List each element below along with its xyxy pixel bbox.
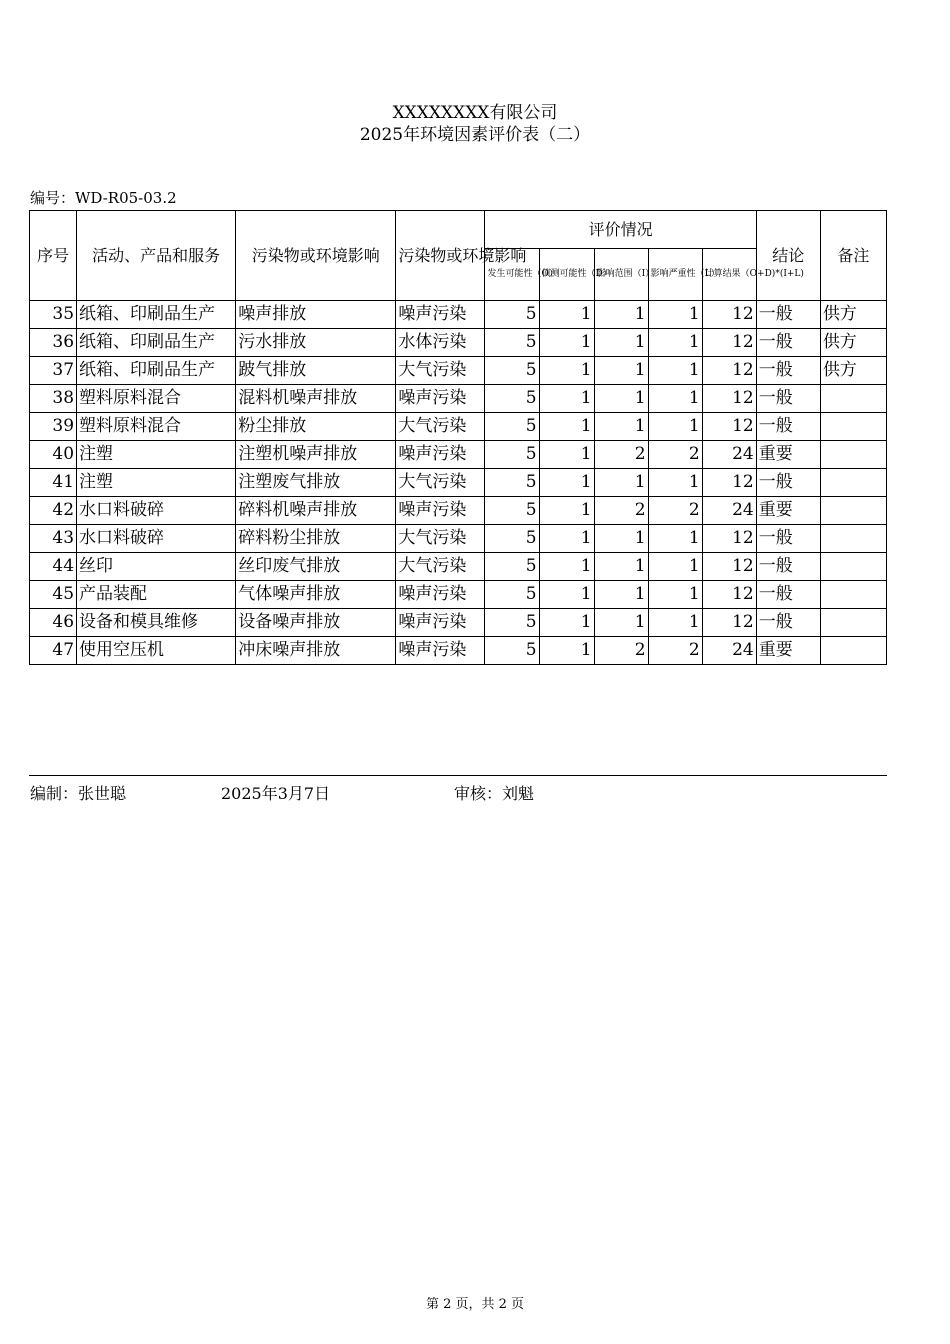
table-row: [30, 469, 887, 497]
col-header-seq: 序号: [30, 211, 77, 301]
document-number: 编号：WD-R05-03.2: [30, 189, 177, 207]
cell-activity: 水口料破碎: [77, 525, 236, 553]
cell-result: 12: [702, 413, 756, 441]
cell-l: 1: [648, 301, 702, 329]
cell-conclusion: 一般: [756, 553, 820, 581]
cell-d: 1: [539, 469, 594, 497]
cell-o: 5: [485, 553, 539, 581]
cell-i: 1: [594, 385, 648, 413]
cell-seq: 47: [30, 637, 77, 665]
cell-o: 5: [485, 441, 539, 469]
cell-o: 5: [485, 385, 539, 413]
cell-activity: 塑料原料混合: [77, 413, 236, 441]
col-header-l: 影响严重性（L）: [648, 249, 702, 301]
cell-o: 5: [485, 497, 539, 525]
cell-l: 1: [648, 581, 702, 609]
cell-seq: 35: [30, 301, 77, 329]
table-row: [30, 581, 887, 609]
cell-d: 1: [539, 581, 594, 609]
table-row: [30, 553, 887, 581]
cell-impact: 噪声污染: [396, 301, 485, 329]
cell-d: 1: [539, 609, 594, 637]
cell-o: 5: [485, 329, 539, 357]
cell-i: 1: [594, 469, 648, 497]
cell-result: 24: [702, 637, 756, 665]
cell-seq: 43: [30, 525, 77, 553]
cell-l: 1: [648, 553, 702, 581]
cell-d: 1: [539, 637, 594, 665]
cell-i: 2: [594, 637, 648, 665]
cell-conclusion: 一般: [756, 357, 820, 385]
cell-d: 1: [539, 385, 594, 413]
cell-conclusion: 重要: [756, 637, 820, 665]
signature-divider: [29, 775, 887, 776]
col-header-remark: 备注: [820, 211, 886, 301]
cell-result: 12: [702, 357, 756, 385]
table-row: [30, 385, 887, 413]
cell-o: 5: [485, 357, 539, 385]
cell-pollutant: 注塑机噪声排放: [236, 441, 396, 469]
cell-l: 1: [648, 525, 702, 553]
cell-i: 1: [594, 329, 648, 357]
cell-activity: 纸箱、印刷品生产: [77, 329, 236, 357]
cell-d: 1: [539, 301, 594, 329]
cell-conclusion: 一般: [756, 609, 820, 637]
cell-impact: 噪声污染: [396, 609, 485, 637]
col-header-o: 发生可能性（O）: [485, 249, 539, 301]
cell-l: 1: [648, 357, 702, 385]
cell-seq: 44: [30, 553, 77, 581]
cell-pollutant: 混料机噪声排放: [236, 385, 396, 413]
evaluation-table: [29, 210, 887, 665]
cell-conclusion: 一般: [756, 301, 820, 329]
cell-d: 1: [539, 357, 594, 385]
cell-activity: 产品装配: [77, 581, 236, 609]
cell-pollutant: 碎料机噪声排放: [236, 497, 396, 525]
cell-result: 24: [702, 497, 756, 525]
cell-result: 12: [702, 553, 756, 581]
cell-remark: [820, 469, 886, 497]
cell-l: 1: [648, 385, 702, 413]
cell-i: 2: [594, 441, 648, 469]
cell-remark: [820, 609, 886, 637]
cell-seq: 46: [30, 609, 77, 637]
cell-seq: 42: [30, 497, 77, 525]
prepared-by: 编制：张世聪: [30, 784, 127, 803]
cell-remark: [820, 385, 886, 413]
prepared-date: 2025年3月7日: [221, 784, 331, 803]
cell-impact: 噪声污染: [396, 497, 485, 525]
col-header-i: 影响范围（I）: [594, 249, 648, 301]
cell-o: 5: [485, 469, 539, 497]
col-header-impact: 污染物或环境影响: [396, 211, 485, 301]
cell-conclusion: 一般: [756, 413, 820, 441]
cell-i: 1: [594, 525, 648, 553]
cell-impact: 噪声污染: [396, 441, 485, 469]
company-name: XXXXXXXX有限公司: [392, 103, 558, 123]
page-number: 第 2 页，共 2 页: [425, 1297, 525, 1312]
cell-result: 12: [702, 469, 756, 497]
cell-activity: 使用空压机: [77, 637, 236, 665]
cell-l: 1: [648, 329, 702, 357]
cell-l: 1: [648, 413, 702, 441]
cell-pollutant: 跛气排放: [236, 357, 396, 385]
col-header-conclusion: 结论: [756, 211, 820, 301]
cell-seq: 45: [30, 581, 77, 609]
cell-activity: 注塑: [77, 441, 236, 469]
cell-pollutant: 注塑废气排放: [236, 469, 396, 497]
cell-o: 5: [485, 637, 539, 665]
cell-activity: 水口料破碎: [77, 497, 236, 525]
cell-o: 5: [485, 301, 539, 329]
document-title: 2025年环境因素评价表（二）: [359, 125, 591, 145]
cell-l: 2: [648, 637, 702, 665]
table-row: [30, 357, 887, 385]
cell-o: 5: [485, 413, 539, 441]
cell-result: 12: [702, 525, 756, 553]
cell-i: 1: [594, 301, 648, 329]
table-row: [30, 329, 887, 357]
cell-conclusion: 重要: [756, 441, 820, 469]
cell-o: 5: [485, 525, 539, 553]
cell-remark: [820, 553, 886, 581]
table-row: [30, 609, 887, 637]
cell-remark: [820, 637, 886, 665]
cell-remark: [820, 441, 886, 469]
cell-d: 1: [539, 413, 594, 441]
cell-activity: 纸箱、印刷品生产: [77, 301, 236, 329]
table-row: [30, 637, 887, 665]
cell-i: 1: [594, 609, 648, 637]
cell-result: 24: [702, 441, 756, 469]
cell-i: 1: [594, 357, 648, 385]
cell-activity: 纸箱、印刷品生产: [77, 357, 236, 385]
table-row: [30, 497, 887, 525]
cell-l: 1: [648, 469, 702, 497]
cell-o: 5: [485, 581, 539, 609]
cell-conclusion: 一般: [756, 581, 820, 609]
cell-result: 12: [702, 581, 756, 609]
cell-i: 2: [594, 497, 648, 525]
table-row: [30, 413, 887, 441]
cell-i: 1: [594, 581, 648, 609]
cell-pollutant: 碎料粉尘排放: [236, 525, 396, 553]
table-row: [30, 301, 887, 329]
cell-conclusion: 一般: [756, 385, 820, 413]
cell-impact: 大气污染: [396, 553, 485, 581]
cell-result: 12: [702, 609, 756, 637]
cell-result: 12: [702, 329, 756, 357]
cell-activity: 设备和模具维修: [77, 609, 236, 637]
cell-remark: 供方: [820, 329, 886, 357]
cell-impact: 大气污染: [396, 469, 485, 497]
cell-remark: 供方: [820, 357, 886, 385]
cell-d: 1: [539, 525, 594, 553]
cell-conclusion: 一般: [756, 525, 820, 553]
cell-pollutant: 粉尘排放: [236, 413, 396, 441]
col-header-d: 侦测可能性（D）: [539, 249, 594, 301]
cell-pollutant: 冲床噪声排放: [236, 637, 396, 665]
cell-remark: [820, 581, 886, 609]
col-header-pollutant: 污染物或环境影响: [236, 211, 396, 301]
cell-l: 2: [648, 441, 702, 469]
cell-remark: [820, 497, 886, 525]
cell-remark: 供方: [820, 301, 886, 329]
cell-activity: 塑料原料混合: [77, 385, 236, 413]
cell-impact: 水体污染: [396, 329, 485, 357]
cell-result: 12: [702, 301, 756, 329]
cell-conclusion: 重要: [756, 497, 820, 525]
cell-remark: [820, 525, 886, 553]
cell-d: 1: [539, 553, 594, 581]
cell-impact: 大气污染: [396, 413, 485, 441]
cell-impact: 大气污染: [396, 357, 485, 385]
cell-impact: 噪声污染: [396, 637, 485, 665]
cell-l: 2: [648, 497, 702, 525]
cell-seq: 39: [30, 413, 77, 441]
cell-d: 1: [539, 329, 594, 357]
cell-i: 1: [594, 553, 648, 581]
table-row: [30, 525, 887, 553]
table-row: [30, 441, 887, 469]
cell-pollutant: 设备噪声排放: [236, 609, 396, 637]
cell-conclusion: 一般: [756, 469, 820, 497]
cell-pollutant: 气体噪声排放: [236, 581, 396, 609]
cell-impact: 噪声污染: [396, 385, 485, 413]
cell-seq: 36: [30, 329, 77, 357]
cell-pollutant: 丝印废气排放: [236, 553, 396, 581]
cell-seq: 38: [30, 385, 77, 413]
cell-result: 12: [702, 385, 756, 413]
cell-impact: 大气污染: [396, 525, 485, 553]
cell-seq: 40: [30, 441, 77, 469]
cell-seq: 37: [30, 357, 77, 385]
cell-conclusion: 一般: [756, 329, 820, 357]
cell-activity: 注塑: [77, 469, 236, 497]
cell-pollutant: 污水排放: [236, 329, 396, 357]
cell-activity: 丝印: [77, 553, 236, 581]
cell-seq: 41: [30, 469, 77, 497]
cell-l: 1: [648, 609, 702, 637]
col-header-evaluation: 评价情况: [485, 211, 756, 249]
reviewed-by: 审核：刘魁: [454, 784, 535, 803]
col-header-result: 计算结果（O+D)*(I+L): [702, 249, 756, 301]
cell-o: 5: [485, 609, 539, 637]
cell-d: 1: [539, 497, 594, 525]
cell-impact: 噪声污染: [396, 581, 485, 609]
cell-pollutant: 噪声排放: [236, 301, 396, 329]
cell-remark: [820, 413, 886, 441]
cell-d: 1: [539, 441, 594, 469]
cell-i: 1: [594, 413, 648, 441]
col-header-activity: 活动、产品和服务: [77, 211, 236, 301]
